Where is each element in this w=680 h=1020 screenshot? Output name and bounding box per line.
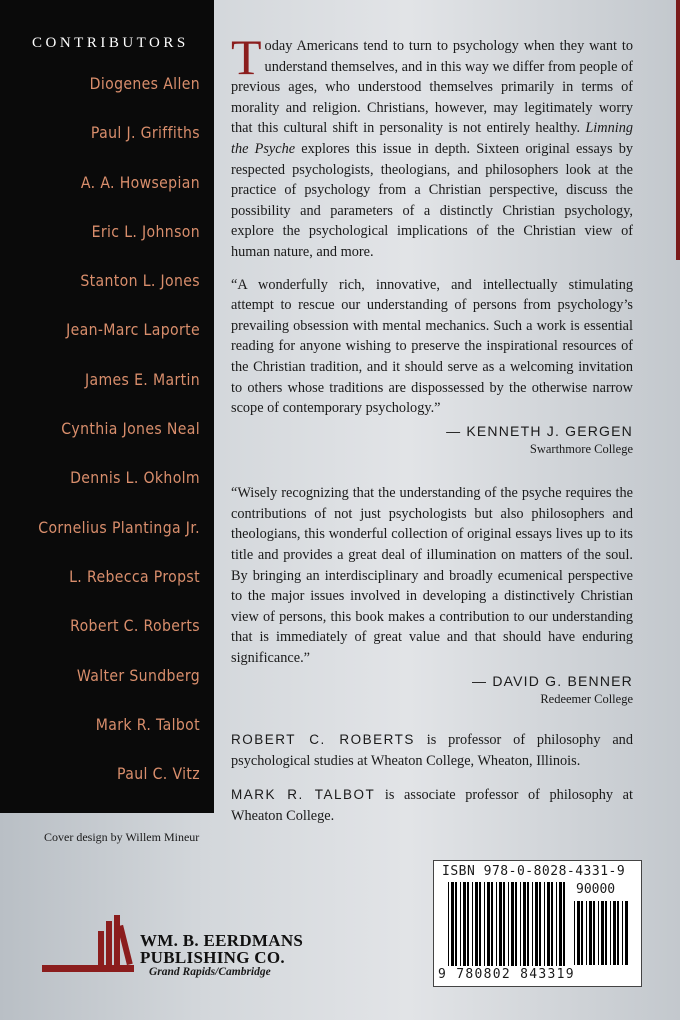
contributor-name: Jean-Marc Laporte — [66, 320, 200, 340]
barcode-bar — [605, 901, 607, 965]
contributor-name: Stanton L. Jones — [80, 271, 200, 291]
barcode-bar — [601, 901, 604, 965]
barcode-bar — [593, 901, 595, 965]
endorsement-attribution — [231, 671, 633, 709]
editor-bio-text: is associate professor of philosophy at Wheaton College. — [231, 787, 633, 824]
barcode-bar — [487, 882, 490, 966]
contributor-name: Cynthia Jones Neal — [61, 419, 200, 439]
barcode-bar — [451, 882, 454, 966]
publisher-name: WM. B. EERDMANS — [140, 931, 304, 950]
contributor-name: Mark R. Talbot — [95, 714, 200, 734]
barcode-bar — [563, 882, 565, 966]
editor-bio — [231, 730, 633, 771]
description-text: explores this issue in depth. Sixteen original essays by respected psychologists, theologians, and philosophers look at the practice of psychology from a Christian perspective, discuss the possibility and parameters of a distinctly Christian psychology, explore the psychological implications of the Christian view of human nature, and more. — [231, 140, 633, 260]
endorsement-quote: “Wisely recognizing that the understanding of the psyche requires the contributions of not just psychologists but also philosophers and theologians, this wonderful collection of original essays lives up to its title and provides a great deal of illumination on matters of the soul. By bringing an interdisciplinary and broadly ecumenical perspective to the major issues involved in developing a distinctively Christian view of persons, this book makes a contribution to our understanding that is immediately of great value and that should have enduring significance.” — [231, 485, 633, 667]
isbn-barcode — [433, 860, 642, 987]
barcode-bar — [475, 882, 478, 966]
description-text: oday Americans tend to turn to psychology when they want to understand themselves, and in this way we differ from people of previous ages, who understood themselves primarily in terms of morality and religion. Christians, however, may legitimately worry that this cultural shift in personality is not entirely healthy. — [231, 38, 633, 137]
barcode-bar — [577, 901, 580, 965]
barcode-bar — [551, 882, 553, 966]
barcode-bar — [598, 901, 599, 965]
back-cover-text — [231, 29, 633, 827]
publisher-name: PUBLISHING CO. — [140, 948, 285, 967]
barcode-bar — [574, 901, 575, 965]
contributor-name: Diogenes Allen — [89, 74, 200, 93]
contributor-name: Paul J. Griffiths — [90, 123, 200, 143]
drop-cap: T — [231, 29, 262, 85]
barcode-bar — [460, 882, 461, 966]
barcode-bar — [544, 882, 545, 966]
book-title: Limning the Psyche — [231, 120, 633, 157]
endorser-name: — KENNETH J. GERGEN — [446, 422, 633, 439]
barcode-bar — [532, 882, 533, 966]
cover-design-credit: Cover design by Willem Mineur — [44, 830, 200, 844]
contributors-panel — [0, 0, 214, 813]
contributor-name: Walter Sundberg — [76, 665, 200, 685]
editor-bio-text: is professor of philosophy and psychological studies at Wheaton College, Wheaton, Illinois. — [231, 732, 633, 769]
price-code: 90000 — [576, 882, 616, 897]
publisher-logo — [42, 915, 332, 980]
editor-name: ROBERT C. ROBERTS — [231, 732, 415, 748]
endorsement-attribution — [231, 421, 633, 459]
barcode-bar — [499, 882, 502, 966]
barcode-bar — [463, 882, 466, 966]
barcode-bar — [527, 882, 529, 966]
contributor-name: A. A. Howsepian — [80, 172, 200, 192]
endorser-institution: Redeemer College — [540, 692, 633, 707]
contributor-name: James E. Martin — [84, 369, 200, 389]
barcode-bars — [448, 882, 568, 966]
barcode-bar — [581, 901, 583, 965]
barcode-bar — [556, 882, 557, 966]
barcode-bar — [511, 882, 514, 966]
barcode-bar — [523, 882, 526, 966]
barcode-supplement-bars — [574, 901, 630, 965]
contributor-name: Dennis L. Okholm — [70, 468, 200, 488]
barcode-bar — [479, 882, 481, 966]
barcode-bar — [589, 901, 592, 965]
barcode-bar — [622, 901, 623, 965]
editor-name: MARK R. TALBOT — [231, 787, 376, 803]
barcode-bar — [613, 901, 616, 965]
barcode-bar — [535, 882, 538, 966]
barcode-bar — [547, 882, 550, 966]
barcode-bar — [625, 901, 628, 965]
barcode-bar — [559, 882, 562, 966]
book-description — [231, 29, 633, 263]
barcode-bar — [610, 901, 611, 965]
barcode-bar — [539, 882, 541, 966]
contributors-list — [0, 70, 200, 809]
barcode-bar — [467, 882, 469, 966]
barcode-bar — [586, 901, 587, 965]
barcode-digits: 9 780802 843319 — [438, 967, 575, 982]
endorser-name: — DAVID G. BENNER — [472, 672, 633, 689]
publisher-location: Grand Rapids/Cambridge — [149, 966, 271, 978]
barcode-bar — [503, 882, 505, 966]
endorser-institution: Swarthmore College — [529, 442, 633, 457]
contributors-heading: CONTRIBUTORS — [32, 35, 189, 51]
contributor-name: Paul C. Vitz — [117, 764, 200, 784]
barcode-bar — [491, 882, 493, 966]
contributor-name: Eric L. Johnson — [91, 221, 200, 241]
eerdmans-books-logo-icon — [42, 915, 142, 977]
edge-accent-strip — [676, 0, 680, 260]
barcode-bar — [508, 882, 509, 966]
barcode-bar — [515, 882, 517, 966]
barcode-bar — [617, 901, 619, 965]
barcode-bar — [455, 882, 457, 966]
barcode-bar — [484, 882, 485, 966]
isbn-number: ISBN 978-0-8028-4331-9 — [442, 864, 626, 879]
editor-bio — [231, 785, 633, 826]
barcode-bar — [520, 882, 521, 966]
barcode-bar — [448, 882, 449, 966]
endorsement-quote: “A wonderfully rich, innovative, and intellectually stimulating attempt to rescue our understanding of persons from psychology’s prevailing obsession with mental mechanics. Such a work is essential reading for anyone wishing to preserve the inspirational resources of the Christian tradition, and it should serve as a welcoming invitation to others whose traditions are dispossessed by the otherwise narrow scope of contemporary psychology.” — [231, 276, 633, 417]
contributor-name: L. Rebecca Propst — [69, 566, 201, 586]
contributor-name: Robert C. Roberts — [70, 616, 200, 636]
barcode-bar — [496, 882, 497, 966]
barcode-bar — [472, 882, 473, 966]
contributor-name: Cornelius Plantinga Jr. — [38, 517, 200, 537]
